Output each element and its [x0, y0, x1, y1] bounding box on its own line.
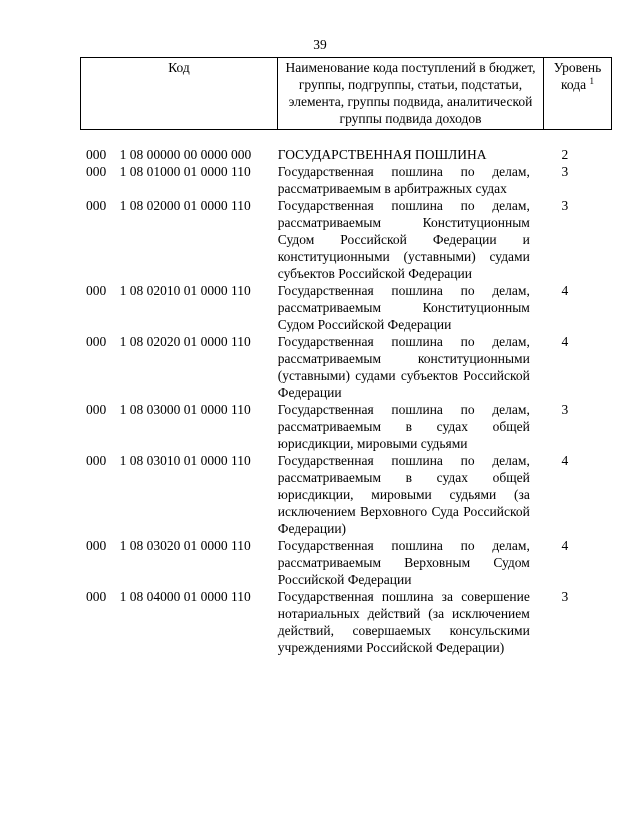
code-name: Государственная пошлина по делам, рассматриваемым в арбитражных судах	[277, 164, 530, 196]
header-level-label: Уровень кода	[553, 60, 602, 92]
code-level: 2	[561, 147, 569, 162]
budget-code: 1 08 03020 01 0000 110	[119, 538, 251, 553]
admin-code: 000	[86, 147, 107, 162]
code-level: 3	[561, 198, 569, 213]
code-level: 4	[561, 538, 569, 553]
budget-code: 1 08 02010 01 0000 110	[119, 283, 251, 298]
code-level: 3	[561, 589, 569, 604]
code-name: ГОСУДАРСТВЕННАЯ ПОШЛИНА	[277, 147, 487, 162]
admin-code: 000	[86, 334, 107, 349]
table-row	[80, 197, 600, 282]
code-level: 3	[561, 402, 569, 417]
budget-code: 1 08 03000 01 0000 110	[119, 402, 251, 417]
code-name: Государственная пошлина по делам, рассматриваемым в судах общей юрисдикции, мировыми судьями (за исключением Верховного Суда Российской Федерации)	[277, 453, 530, 536]
budget-code: 1 08 04000 01 0000 110	[119, 589, 251, 604]
admin-code: 000	[86, 538, 107, 553]
admin-code: 000	[86, 402, 107, 417]
code-level: 3	[561, 164, 569, 179]
code-name: Государственная пошлина по делам, рассматриваемым конституционными (уставными) судами субъектов Российской Федерации	[277, 334, 530, 400]
code-name: Государственная пошлина по делам, рассматриваемым в судах общей юрисдикции, мировыми судьями	[277, 402, 530, 451]
table-row	[80, 163, 600, 197]
budget-code: 1 08 01000 01 0000 110	[119, 164, 251, 179]
table-row	[80, 588, 600, 656]
header-name: Наименование кода поступлений в бюджет, группы, подгруппы, статьи, подстатьи, элемента, группы подвида, аналитической группы подвида доходов	[278, 58, 544, 130]
code-level: 4	[561, 283, 569, 298]
table-header	[80, 57, 612, 130]
admin-code: 000	[86, 589, 107, 604]
header-level-footnote: 1	[589, 76, 594, 86]
budget-code: 1 08 02020 01 0000 110	[119, 334, 251, 349]
code-level: 4	[561, 334, 569, 349]
table-row	[80, 282, 600, 333]
admin-code: 000	[86, 198, 107, 213]
admin-code: 000	[86, 453, 107, 468]
table-row	[80, 333, 600, 401]
table-row	[80, 146, 600, 163]
code-name: Государственная пошлина за совершение нотариальных действий (за исключением действий, совершаемых консульскими учреждениями Российской Федерации)	[277, 589, 530, 655]
table-body	[80, 146, 600, 656]
budget-code: 1 08 00000 00 0000 000	[119, 147, 252, 162]
table-row	[80, 537, 600, 588]
header-code: Код	[81, 58, 278, 130]
code-name: Государственная пошлина по делам, рассматриваемым Конституционным Судом Российской Федерации и конституционными (уставными) судами субъектов Российской Федерации	[277, 198, 530, 281]
code-name: Государственная пошлина по делам, рассматриваемым Конституционным Судом Российской Федерации	[277, 283, 530, 332]
header-level	[544, 58, 612, 130]
budget-code: 1 08 03010 01 0000 110	[119, 453, 251, 468]
code-level: 4	[561, 453, 569, 468]
admin-code: 000	[86, 164, 107, 179]
page-number: 39	[313, 37, 327, 52]
admin-code: 000	[86, 283, 107, 298]
budget-code: 1 08 02000 01 0000 110	[119, 198, 251, 213]
table-row	[80, 401, 600, 452]
table-row	[80, 452, 600, 537]
code-name: Государственная пошлина по делам, рассматриваемым Верховным Судом Российской Федерации	[277, 538, 530, 587]
